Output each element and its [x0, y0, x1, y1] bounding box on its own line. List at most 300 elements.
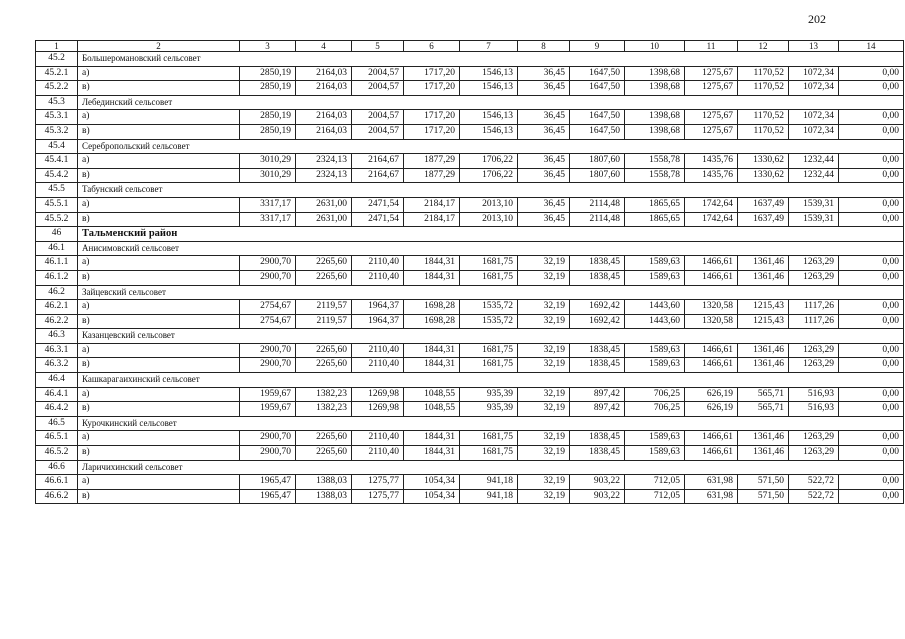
- value-cell-col-8: 36,45: [518, 197, 570, 212]
- value-cell-col-7: 1681,75: [460, 270, 518, 285]
- value-cell-col-13: 516,93: [789, 402, 839, 417]
- table-row: [36, 256, 904, 271]
- value-cell-col-13: 1117,26: [789, 300, 839, 315]
- value-cell-col-10: 1443,60: [625, 300, 685, 315]
- value-cell-col-11: 1320,58: [685, 314, 738, 329]
- value-cell-col-8: 36,45: [518, 110, 570, 125]
- header-cell-6: 6: [404, 41, 460, 52]
- section-row: [36, 329, 904, 344]
- value-cell-col-8: 32,19: [518, 300, 570, 315]
- value-cell-col-14: 0,00: [839, 110, 904, 125]
- value-cell-col-4: 2631,00: [296, 212, 352, 227]
- section-title: Анисимовский сельсовет: [78, 241, 904, 256]
- value-cell-col-5: 1275,77: [352, 475, 404, 490]
- value-cell-col-9: 1838,45: [570, 270, 625, 285]
- section-row: [36, 416, 904, 431]
- header-cell-9: 9: [570, 41, 625, 52]
- section-title: Зайцевский сельсовет: [78, 285, 904, 300]
- row-label: а): [78, 110, 240, 125]
- value-cell-col-4: 2119,57: [296, 314, 352, 329]
- value-cell-col-4: 1382,23: [296, 402, 352, 417]
- section-row: [36, 373, 904, 388]
- value-cell-col-5: 2004,57: [352, 81, 404, 96]
- value-cell-col-4: 2265,60: [296, 270, 352, 285]
- row-code: 46.1.1: [36, 256, 78, 271]
- value-cell-col-3: 2754,67: [240, 314, 296, 329]
- value-cell-col-5: 1269,98: [352, 387, 404, 402]
- value-cell-col-6: 1054,34: [404, 475, 460, 490]
- value-cell-col-4: 2265,60: [296, 358, 352, 373]
- section-row: [36, 95, 904, 110]
- header-cell-13: 13: [789, 41, 839, 52]
- value-cell-col-6: 2184,17: [404, 212, 460, 227]
- value-cell-col-10: 1398,68: [625, 66, 685, 81]
- value-cell-col-11: 1466,61: [685, 270, 738, 285]
- value-cell-col-11: 1742,64: [685, 212, 738, 227]
- value-cell-col-8: 32,19: [518, 270, 570, 285]
- value-cell-col-11: 1275,67: [685, 66, 738, 81]
- section-title: Большеромановский сельсовет: [78, 52, 904, 67]
- section-title: Казанцевский сельсовет: [78, 329, 904, 344]
- row-code: 46.1.2: [36, 270, 78, 285]
- row-code: 45.3.1: [36, 110, 78, 125]
- value-cell-col-7: 1546,13: [460, 66, 518, 81]
- value-cell-col-11: 1466,61: [685, 446, 738, 461]
- table-row: [36, 124, 904, 139]
- table-row: [36, 300, 904, 315]
- value-cell-col-14: 0,00: [839, 81, 904, 96]
- section-row: [36, 183, 904, 198]
- value-cell-col-11: 1742,64: [685, 197, 738, 212]
- table-row: [36, 110, 904, 125]
- value-cell-col-3: 2850,19: [240, 124, 296, 139]
- table-row: [36, 446, 904, 461]
- value-cell-col-13: 1072,34: [789, 124, 839, 139]
- value-cell-col-3: 1959,67: [240, 387, 296, 402]
- value-cell-col-14: 0,00: [839, 256, 904, 271]
- value-cell-col-8: 32,19: [518, 314, 570, 329]
- value-cell-col-6: 1844,31: [404, 446, 460, 461]
- value-cell-col-10: 1589,63: [625, 256, 685, 271]
- value-cell-col-7: 941,18: [460, 475, 518, 490]
- row-code: 45.3: [36, 95, 78, 110]
- value-cell-col-8: 36,45: [518, 168, 570, 183]
- row-code: 46.2.2: [36, 314, 78, 329]
- value-cell-col-13: 1117,26: [789, 314, 839, 329]
- section-title: Табунский сельсовет: [78, 183, 904, 198]
- table-row: [36, 81, 904, 96]
- value-cell-col-8: 36,45: [518, 212, 570, 227]
- value-cell-col-13: 1263,29: [789, 431, 839, 446]
- value-cell-col-13: 1072,34: [789, 81, 839, 96]
- table-row: [36, 66, 904, 81]
- value-cell-col-14: 0,00: [839, 402, 904, 417]
- row-label: а): [78, 300, 240, 315]
- value-cell-col-3: 3317,17: [240, 212, 296, 227]
- value-cell-col-11: 1435,76: [685, 154, 738, 169]
- value-cell-col-14: 0,00: [839, 197, 904, 212]
- table-row: [36, 387, 904, 402]
- value-cell-col-11: 1466,61: [685, 358, 738, 373]
- value-cell-col-12: 1361,46: [738, 431, 789, 446]
- value-cell-col-5: 2471,54: [352, 197, 404, 212]
- value-cell-col-5: 2110,40: [352, 431, 404, 446]
- value-cell-col-10: 1398,68: [625, 81, 685, 96]
- value-cell-col-9: 1647,50: [570, 81, 625, 96]
- value-cell-col-13: 1072,34: [789, 66, 839, 81]
- value-cell-col-11: 631,98: [685, 475, 738, 490]
- row-label: а): [78, 66, 240, 81]
- row-label: в): [78, 270, 240, 285]
- value-cell-col-12: 1330,62: [738, 154, 789, 169]
- row-code: 46: [36, 227, 78, 242]
- district-row: [36, 227, 904, 242]
- value-cell-col-12: 1361,46: [738, 270, 789, 285]
- value-cell-col-9: 1647,50: [570, 110, 625, 125]
- value-cell-col-9: 1838,45: [570, 358, 625, 373]
- section-title: Ларичихинский сельсовет: [78, 460, 904, 475]
- table-row: [36, 431, 904, 446]
- value-cell-col-10: 1589,63: [625, 446, 685, 461]
- value-cell-col-14: 0,00: [839, 446, 904, 461]
- value-cell-col-3: 1965,47: [240, 475, 296, 490]
- row-label: в): [78, 358, 240, 373]
- row-label: в): [78, 446, 240, 461]
- value-cell-col-6: 1698,28: [404, 300, 460, 315]
- value-cell-col-11: 1275,67: [685, 124, 738, 139]
- value-cell-col-4: 2265,60: [296, 343, 352, 358]
- value-cell-col-7: 1681,75: [460, 431, 518, 446]
- value-cell-col-9: 897,42: [570, 387, 625, 402]
- value-cell-col-9: 1647,50: [570, 66, 625, 81]
- row-code: 46.5: [36, 416, 78, 431]
- value-cell-col-5: 2110,40: [352, 446, 404, 461]
- value-cell-col-9: 1647,50: [570, 124, 625, 139]
- value-cell-col-9: 1838,45: [570, 446, 625, 461]
- value-cell-col-7: 935,39: [460, 402, 518, 417]
- value-cell-col-8: 32,19: [518, 256, 570, 271]
- row-code: 46.5.1: [36, 431, 78, 446]
- value-cell-col-4: 2164,03: [296, 81, 352, 96]
- value-cell-col-6: 1844,31: [404, 343, 460, 358]
- value-cell-col-8: 32,19: [518, 431, 570, 446]
- header-cell-11: 11: [685, 41, 738, 52]
- value-cell-col-10: 1589,63: [625, 270, 685, 285]
- row-code: 46.6.2: [36, 489, 78, 504]
- row-label: а): [78, 475, 240, 490]
- value-cell-col-11: 1320,58: [685, 300, 738, 315]
- value-cell-col-8: 36,45: [518, 66, 570, 81]
- table-row: [36, 358, 904, 373]
- value-cell-col-11: 631,98: [685, 489, 738, 504]
- value-cell-col-3: 2900,70: [240, 256, 296, 271]
- value-cell-col-7: 1546,13: [460, 81, 518, 96]
- header-cell-1: 1: [36, 41, 78, 52]
- value-cell-col-13: 522,72: [789, 489, 839, 504]
- value-cell-col-12: 1170,52: [738, 124, 789, 139]
- value-cell-col-6: 1717,20: [404, 66, 460, 81]
- value-cell-col-7: 941,18: [460, 489, 518, 504]
- value-cell-col-12: 1361,46: [738, 343, 789, 358]
- header-cell-2: 2: [78, 41, 240, 52]
- value-cell-col-5: 2164,67: [352, 154, 404, 169]
- value-cell-col-14: 0,00: [839, 343, 904, 358]
- row-code: 45.2.1: [36, 66, 78, 81]
- value-cell-col-4: 2265,60: [296, 446, 352, 461]
- value-cell-col-4: 2265,60: [296, 256, 352, 271]
- column-number-header: [36, 41, 904, 52]
- row-code: 46.2: [36, 285, 78, 300]
- value-cell-col-4: 2324,13: [296, 154, 352, 169]
- value-cell-col-5: 2110,40: [352, 358, 404, 373]
- value-cell-col-12: 1215,43: [738, 314, 789, 329]
- section-row: [36, 460, 904, 475]
- value-cell-col-7: 1706,22: [460, 154, 518, 169]
- value-cell-col-10: 1865,65: [625, 212, 685, 227]
- table-body: [36, 41, 904, 504]
- value-cell-col-10: 1865,65: [625, 197, 685, 212]
- value-cell-col-12: 1215,43: [738, 300, 789, 315]
- value-cell-col-13: 1072,34: [789, 110, 839, 125]
- value-cell-col-5: 1269,98: [352, 402, 404, 417]
- value-cell-col-6: 1048,55: [404, 402, 460, 417]
- table-row: [36, 154, 904, 169]
- value-cell-col-12: 571,50: [738, 475, 789, 490]
- value-cell-col-8: 36,45: [518, 154, 570, 169]
- section-title: Лебединский сельсовет: [78, 95, 904, 110]
- table-row: [36, 314, 904, 329]
- value-cell-col-7: 1535,72: [460, 314, 518, 329]
- value-cell-col-14: 0,00: [839, 475, 904, 490]
- value-cell-col-3: 3010,29: [240, 154, 296, 169]
- row-label: в): [78, 314, 240, 329]
- value-cell-col-9: 1838,45: [570, 343, 625, 358]
- section-title: Кашкарагаихинский сельсовет: [78, 373, 904, 388]
- value-cell-col-6: 1844,31: [404, 270, 460, 285]
- value-cell-col-6: 1717,20: [404, 110, 460, 125]
- value-cell-col-5: 1964,37: [352, 314, 404, 329]
- row-label: а): [78, 431, 240, 446]
- value-cell-col-6: 1877,29: [404, 154, 460, 169]
- value-cell-col-14: 0,00: [839, 66, 904, 81]
- row-code: 46.3.1: [36, 343, 78, 358]
- row-label: а): [78, 343, 240, 358]
- value-cell-col-9: 1838,45: [570, 256, 625, 271]
- value-cell-col-11: 1466,61: [685, 256, 738, 271]
- value-cell-col-10: 1398,68: [625, 110, 685, 125]
- row-label: а): [78, 256, 240, 271]
- row-label: а): [78, 387, 240, 402]
- row-label: а): [78, 197, 240, 212]
- row-code: 45.5.2: [36, 212, 78, 227]
- value-cell-col-11: 626,19: [685, 387, 738, 402]
- section-row: [36, 139, 904, 154]
- value-cell-col-7: 1681,75: [460, 343, 518, 358]
- row-code: 45.4.1: [36, 154, 78, 169]
- row-label: в): [78, 124, 240, 139]
- row-code: 45.5: [36, 183, 78, 198]
- value-cell-col-14: 0,00: [839, 387, 904, 402]
- value-cell-col-11: 1466,61: [685, 431, 738, 446]
- table-row: [36, 168, 904, 183]
- row-code: 45.5.1: [36, 197, 78, 212]
- value-cell-col-3: 2850,19: [240, 110, 296, 125]
- header-cell-8: 8: [518, 41, 570, 52]
- value-cell-col-14: 0,00: [839, 431, 904, 446]
- row-code: 46.4: [36, 373, 78, 388]
- value-cell-col-14: 0,00: [839, 489, 904, 504]
- row-code: 45.2.2: [36, 81, 78, 96]
- row-label: в): [78, 402, 240, 417]
- value-cell-col-5: 2164,67: [352, 168, 404, 183]
- row-code: 46.4.1: [36, 387, 78, 402]
- value-cell-col-11: 1466,61: [685, 343, 738, 358]
- section-row: [36, 52, 904, 67]
- row-label: в): [78, 489, 240, 504]
- header-cell-3: 3: [240, 41, 296, 52]
- value-cell-col-10: 1443,60: [625, 314, 685, 329]
- value-cell-col-11: 1435,76: [685, 168, 738, 183]
- value-cell-col-12: 1170,52: [738, 66, 789, 81]
- value-cell-col-13: 1263,29: [789, 446, 839, 461]
- value-cell-col-10: 1589,63: [625, 431, 685, 446]
- row-label: в): [78, 81, 240, 96]
- value-cell-col-3: 2900,70: [240, 431, 296, 446]
- row-code: 46.1: [36, 241, 78, 256]
- value-cell-col-12: 565,71: [738, 387, 789, 402]
- value-cell-col-10: 1589,63: [625, 358, 685, 373]
- header-cell-5: 5: [352, 41, 404, 52]
- value-cell-col-13: 1232,44: [789, 154, 839, 169]
- value-cell-col-11: 626,19: [685, 402, 738, 417]
- value-cell-col-6: 1048,55: [404, 387, 460, 402]
- row-code: 46.3.2: [36, 358, 78, 373]
- value-cell-col-4: 2324,13: [296, 168, 352, 183]
- row-code: 46.3: [36, 329, 78, 344]
- value-cell-col-5: 2471,54: [352, 212, 404, 227]
- value-cell-col-5: 2004,57: [352, 124, 404, 139]
- table-row: [36, 402, 904, 417]
- value-cell-col-3: 3010,29: [240, 168, 296, 183]
- value-cell-col-10: 1558,78: [625, 154, 685, 169]
- value-cell-col-12: 571,50: [738, 489, 789, 504]
- value-cell-col-7: 1681,75: [460, 358, 518, 373]
- value-cell-col-8: 32,19: [518, 343, 570, 358]
- table-row: [36, 270, 904, 285]
- value-cell-col-3: 2900,70: [240, 270, 296, 285]
- value-cell-col-3: 2850,19: [240, 66, 296, 81]
- value-cell-col-13: 1539,31: [789, 212, 839, 227]
- value-cell-col-9: 1692,42: [570, 300, 625, 315]
- value-cell-col-14: 0,00: [839, 154, 904, 169]
- value-cell-col-12: 1361,46: [738, 358, 789, 373]
- section-row: [36, 285, 904, 300]
- value-cell-col-5: 2110,40: [352, 343, 404, 358]
- value-cell-col-7: 2013,10: [460, 212, 518, 227]
- value-cell-col-7: 2013,10: [460, 197, 518, 212]
- value-cell-col-12: 1330,62: [738, 168, 789, 183]
- value-cell-col-12: 1361,46: [738, 256, 789, 271]
- value-cell-col-12: 1361,46: [738, 446, 789, 461]
- row-code: 45.2: [36, 52, 78, 67]
- value-cell-col-3: 2754,67: [240, 300, 296, 315]
- row-label: в): [78, 212, 240, 227]
- value-cell-col-7: 1681,75: [460, 256, 518, 271]
- value-cell-col-9: 1807,60: [570, 168, 625, 183]
- value-cell-col-8: 36,45: [518, 81, 570, 96]
- value-cell-col-8: 32,19: [518, 475, 570, 490]
- value-cell-col-13: 1232,44: [789, 168, 839, 183]
- page-number: 202: [808, 12, 826, 26]
- header-cell-14: 14: [839, 41, 904, 52]
- value-cell-col-4: 2265,60: [296, 431, 352, 446]
- value-cell-col-13: 1263,29: [789, 270, 839, 285]
- value-cell-col-5: 2110,40: [352, 256, 404, 271]
- value-cell-col-10: 706,25: [625, 402, 685, 417]
- row-code: 46.2.1: [36, 300, 78, 315]
- value-cell-col-13: 1263,29: [789, 358, 839, 373]
- value-cell-col-13: 516,93: [789, 387, 839, 402]
- value-cell-col-9: 1838,45: [570, 431, 625, 446]
- header-cell-12: 12: [738, 41, 789, 52]
- row-code: 46.6.1: [36, 475, 78, 490]
- value-cell-col-6: 1054,34: [404, 489, 460, 504]
- row-label: а): [78, 154, 240, 169]
- value-cell-col-14: 0,00: [839, 212, 904, 227]
- value-cell-col-14: 0,00: [839, 270, 904, 285]
- value-cell-col-3: 2850,19: [240, 81, 296, 96]
- header-cell-4: 4: [296, 41, 352, 52]
- value-cell-col-6: 2184,17: [404, 197, 460, 212]
- value-cell-col-10: 706,25: [625, 387, 685, 402]
- value-cell-col-12: 1170,52: [738, 81, 789, 96]
- value-cell-col-7: 1535,72: [460, 300, 518, 315]
- value-cell-col-13: 1539,31: [789, 197, 839, 212]
- value-cell-col-7: 1681,75: [460, 446, 518, 461]
- value-cell-col-10: 1589,63: [625, 343, 685, 358]
- value-cell-col-3: 2900,70: [240, 446, 296, 461]
- value-cell-col-5: 2110,40: [352, 270, 404, 285]
- value-cell-col-8: 32,19: [518, 446, 570, 461]
- value-cell-col-4: 1382,23: [296, 387, 352, 402]
- value-cell-col-14: 0,00: [839, 314, 904, 329]
- value-cell-col-13: 1263,29: [789, 256, 839, 271]
- value-cell-col-4: 2164,03: [296, 110, 352, 125]
- value-cell-col-11: 1275,67: [685, 81, 738, 96]
- value-cell-col-9: 1807,60: [570, 154, 625, 169]
- value-cell-col-6: 1844,31: [404, 256, 460, 271]
- value-cell-col-7: 1546,13: [460, 124, 518, 139]
- value-cell-col-9: 1692,42: [570, 314, 625, 329]
- row-code: 46.5.2: [36, 446, 78, 461]
- value-cell-col-6: 1698,28: [404, 314, 460, 329]
- section-title: Курочкинский сельсовет: [78, 416, 904, 431]
- value-cell-col-3: 2900,70: [240, 358, 296, 373]
- value-cell-col-8: 32,19: [518, 489, 570, 504]
- row-code: 45.4.2: [36, 168, 78, 183]
- value-cell-col-8: 32,19: [518, 358, 570, 373]
- value-cell-col-12: 565,71: [738, 402, 789, 417]
- value-cell-col-4: 2164,03: [296, 124, 352, 139]
- value-cell-col-9: 903,22: [570, 489, 625, 504]
- value-cell-col-8: 32,19: [518, 402, 570, 417]
- value-cell-col-3: 1959,67: [240, 402, 296, 417]
- value-cell-col-5: 2004,57: [352, 110, 404, 125]
- table-row: [36, 212, 904, 227]
- value-cell-col-4: 2119,57: [296, 300, 352, 315]
- value-cell-col-9: 897,42: [570, 402, 625, 417]
- value-cell-col-9: 2114,48: [570, 197, 625, 212]
